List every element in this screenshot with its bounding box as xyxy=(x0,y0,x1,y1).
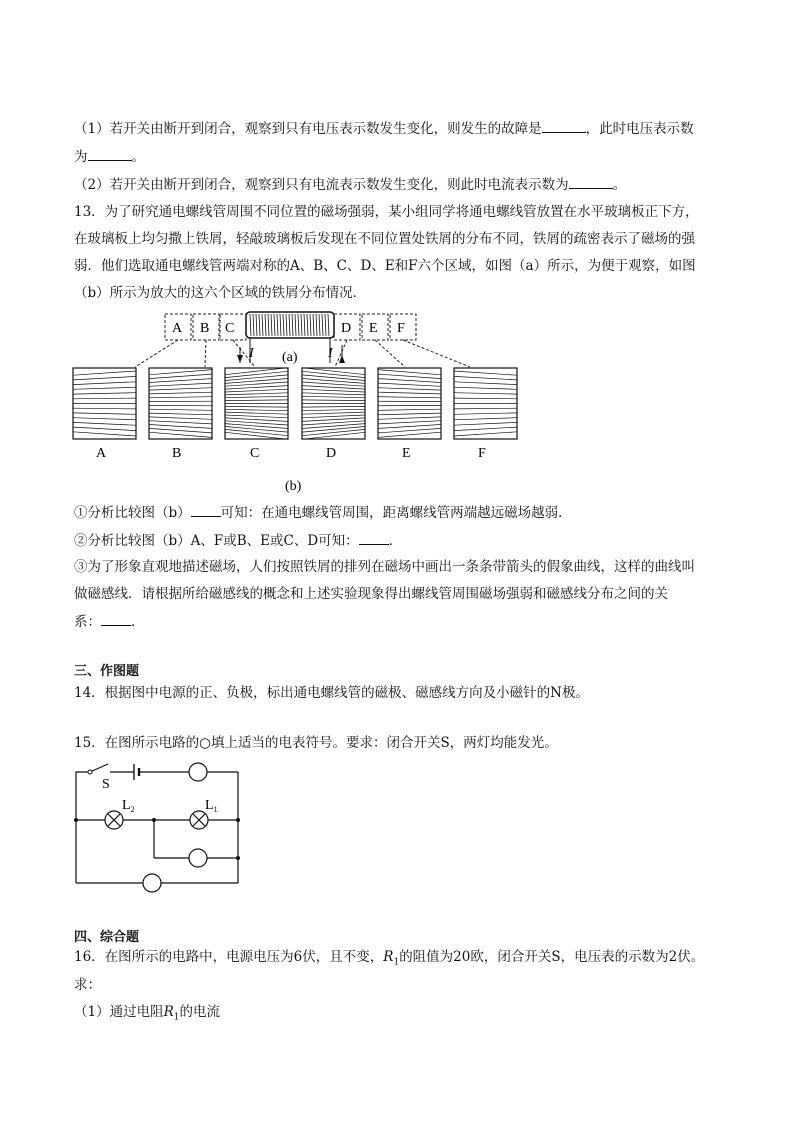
q12-item1-line2: 为 。 xyxy=(74,146,145,167)
panel-label-e: E xyxy=(402,446,411,461)
q13-line1: 13．为了研究通电螺线管周围不同位置的磁场强弱，某小组同学将通电螺线管放置在水平玻璃板正下方， xyxy=(74,204,699,220)
panel-label-a: A xyxy=(96,446,107,461)
figure-a-label: (a) xyxy=(282,350,298,365)
q13-line4: （b）所示为放大的这六个区域的铁屑分布情况． xyxy=(74,285,367,301)
box-label-a: A xyxy=(172,321,183,336)
filings-panel-e xyxy=(378,368,441,439)
solenoid-iron-filings-figure xyxy=(60,305,540,495)
filings-panel-f xyxy=(454,368,517,439)
current-label-right: I xyxy=(328,346,333,361)
q13-sub3-line2: 做磁感线．请根据所给磁感线的概念和上述实验现象得出螺线管周围磁场强弱和磁感线分布之间的关 xyxy=(74,586,668,602)
q13-line3: 弱．他们选取通电螺线管两端对称的A、B、C、D、E和F六个区域，如图（a）所示，为便于观察，如图 xyxy=(74,258,696,274)
q13-line2: 在玻璃板上均匀撒上铁屑，轻敲玻璃板后发现在不同位置处铁屑的分布不同，铁屑的疏密表示了磁场的强 xyxy=(74,231,695,247)
meter-circle-top[interactable] xyxy=(189,763,207,781)
panel-label-f: F xyxy=(478,446,486,461)
section-4-heading: 四、综合题 xyxy=(74,930,140,945)
figure-b-label: (b) xyxy=(285,479,302,494)
lamp-l1-label: $L_1$ xyxy=(205,798,218,814)
q12-item2: （2）若开关由断开到闭合，观察到只有电流表示数发生变化，则此时电流表示数为 。 xyxy=(74,174,626,195)
box-label-b: B xyxy=(200,321,210,336)
meter-circle-bottom[interactable] xyxy=(143,874,161,892)
answer-blank[interactable] xyxy=(569,174,613,189)
circuit-diagram xyxy=(68,758,248,893)
q14-text: 14．根据图中电源的正、负极，标出通电螺线管的磁极、磁感线方向及小磁针的N极。 xyxy=(74,685,589,701)
panel-label-d: D xyxy=(326,446,337,461)
filings-panel-a xyxy=(73,368,136,439)
box-label-c: C xyxy=(225,321,235,336)
q12-item1-line1: （1）若开关由断开到闭合，观察到只有电压表示数发生变化，则发生的故障是 ，此时电压表示数 xyxy=(74,118,694,139)
switch-blade xyxy=(90,764,108,772)
q16-line1: 16．在图所示的电路中，电源电压为6伏，且不变，$R_1$的阻值为20欧，闭合开关S，电压表的示数为2伏。 xyxy=(74,949,705,968)
q13-sub1: ①分析比较图（b） 可知：在通电螺线管周围，距离螺线管两端越远磁场越弱． xyxy=(74,502,572,523)
section-3-heading: 三、作图题 xyxy=(74,664,140,679)
q16-line2: 求： xyxy=(74,977,101,993)
switch-label: S xyxy=(102,777,110,792)
answer-blank[interactable] xyxy=(101,611,131,626)
panel-label-b: B xyxy=(172,446,182,461)
q13-sub3-line3: 系： ． xyxy=(74,611,145,632)
answer-blank[interactable] xyxy=(542,118,586,133)
box-label-e: E xyxy=(369,321,378,336)
answer-blank[interactable] xyxy=(191,502,221,517)
q16-sub1: （1）通过电阻$R_1$的电流 xyxy=(74,1004,220,1023)
answer-blank[interactable] xyxy=(88,146,132,161)
filings-panel-c xyxy=(225,368,288,440)
q15-text: 15．在图所示电路的○填上适当的电表符号。要求：闭合开关S，两灯均能发光。 xyxy=(74,735,558,751)
box-label-f: F xyxy=(397,321,405,336)
filings-panel-b xyxy=(149,368,212,439)
lamp-l2-label: $L_2$ xyxy=(122,798,135,814)
current-label-left: I xyxy=(249,346,254,361)
panel-label-c: C xyxy=(250,446,260,461)
box-label-d: D xyxy=(341,321,352,336)
meter-circle-middle[interactable] xyxy=(189,849,207,867)
q13-sub3-line1: ③为了形象直观地描述磁场，人们按照铁屑的排列在磁场中画出一条条带箭头的假象曲线，这样的曲线叫 xyxy=(74,559,695,575)
q13-sub2: ②分析比较图（b）A、F或B、E或C、D可知： ． xyxy=(74,530,402,551)
filings-panel-d xyxy=(302,368,365,440)
answer-blank[interactable] xyxy=(359,530,389,545)
